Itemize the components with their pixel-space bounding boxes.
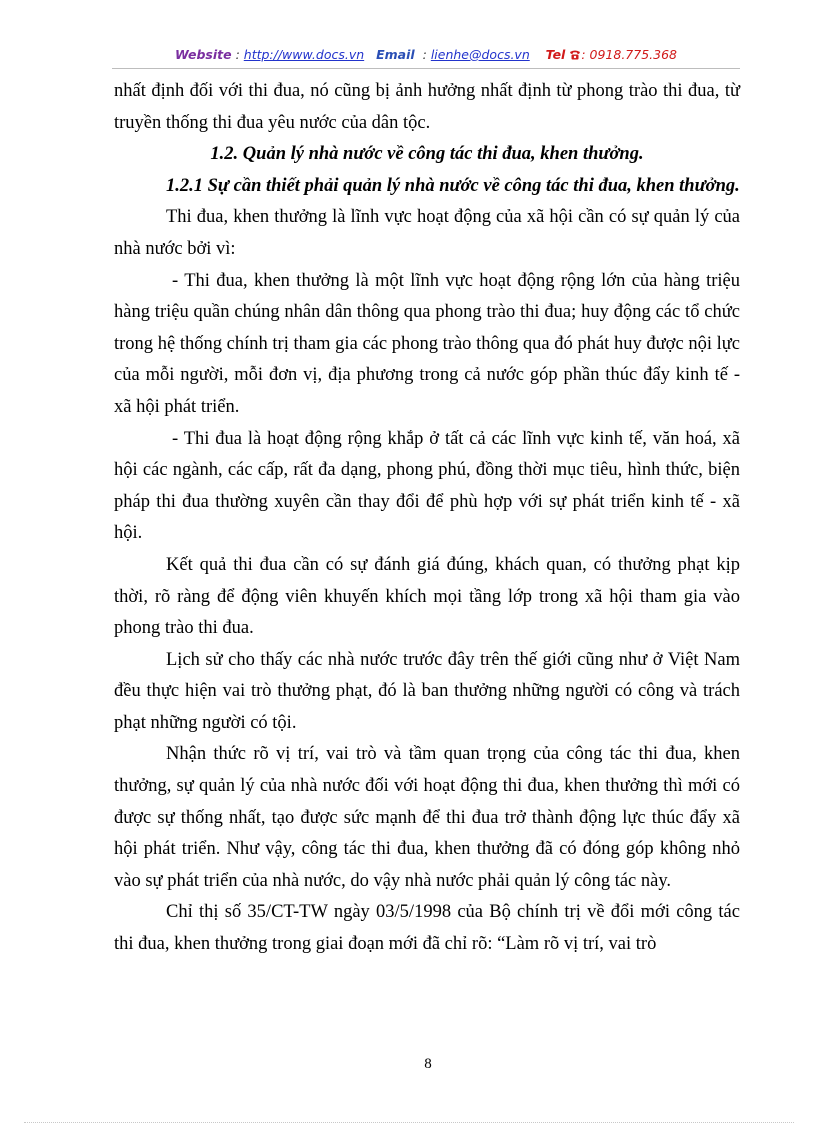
paragraph-8: Chỉ thị số 35/CT-TW ngày 03/5/1998 của Bộ chính trị về đổi mới công tác thi đua, khen thưởng trong giai đoạn mới đã chỉ rõ: “Làm rõ vị trí, vai trò [114, 902, 740, 955]
tel-label: Tel [545, 47, 566, 62]
page-number: 8 [424, 1056, 432, 1072]
section-heading-1-2-1: 1.2.1 Sự cần thiết phải quản lý nhà nước về công tác thi đua, khen thưởng. [166, 175, 740, 196]
paragraph-4: - Thi đua là hoạt động rộng khắp ở tất cả các lĩnh vực kinh tế, văn hoá, xã hội các ngành, các cấp, rất đa dạng, phong phú, đồng thời mục tiêu, hình thức, biện pháp thi đua thường xuyên cần thay đổi để phù hợp với sự phát triển kinh tế - xã hội. [114, 428, 740, 544]
email-link[interactable]: lienhe@docs.vn [430, 47, 530, 62]
page-header: Website : http://www.docs.vn Email : lienhe@docs.vn Tel : 0918.775.368 [112, 46, 740, 65]
document-body [114, 76, 740, 961]
header-divider [112, 68, 740, 69]
email-label: Email [376, 47, 415, 62]
paragraph-2: Thi đua, khen thưởng là lĩnh vực hoạt động của xã hội cần có sự quản lý của nhà nước bởi vì: [114, 207, 740, 259]
website-link[interactable]: http://www.docs.vn [243, 47, 365, 62]
paragraph-5: Kết quả thi đua cần có sự đánh giá đúng, khách quan, có thưởng phạt kịp thời, rõ ràng để động viên khuyến khích mọi tầng lớp trong xã hội tham gia vào phong trào thi đua. [114, 554, 740, 639]
website-label: Website [175, 47, 232, 62]
paragraph-1: nhất định đối với thi đua, nó cũng bị ảnh hưởng nhất định từ phong trào thi đua, từ truyền thống thi đua yêu nước của dân tộc. [114, 81, 740, 133]
paragraph-6: Lịch sử cho thấy các nhà nước trước đây trên thế giới cũng như ở Việt Nam đều thực hiện vai trò thưởng phạt, đó là ban thưởng những người có công và trách phạt những người có tội. [114, 649, 740, 733]
section-heading-1-2: 1.2. Quản lý nhà nước về công tác thi đua, khen thưởng. [210, 144, 644, 165]
paragraph-7: Nhận thức rõ vị trí, vai trò và tầm quan trọng của công tác thi đua, khen thưởng, sự quản lý của nhà nước đối với hoạt động thi đua, khen thưởng thì mới có được sự thống nhất, tạo được sức mạnh để thi đua trở thành động lực thúc đẩy xã hội phát triển. Như vậy, công tác thi đua, khen thưởng đã có đóng góp không nhỏ vào sự phát triển của nhà nước, do vậy nhà nước phải quản lý công tác này. [114, 744, 740, 891]
tel-number: 0918.775.368 [589, 47, 677, 62]
phone-icon [569, 47, 581, 65]
paragraph-3: - Thi đua, khen thưởng là một lĩnh vực hoạt động rộng lớn của hàng triệu hàng triệu quần chúng nhân dân thông qua phong trào thi đua; huy động các tổ chức trong hệ thống chính trị tham gia các phong trào thông qua đó phát huy được nội lực của mỗi người, mỗi đơn vị, địa phương trong cả nước góp phần thúc đẩy kinh tế - xã hội phát triển. [114, 270, 740, 417]
